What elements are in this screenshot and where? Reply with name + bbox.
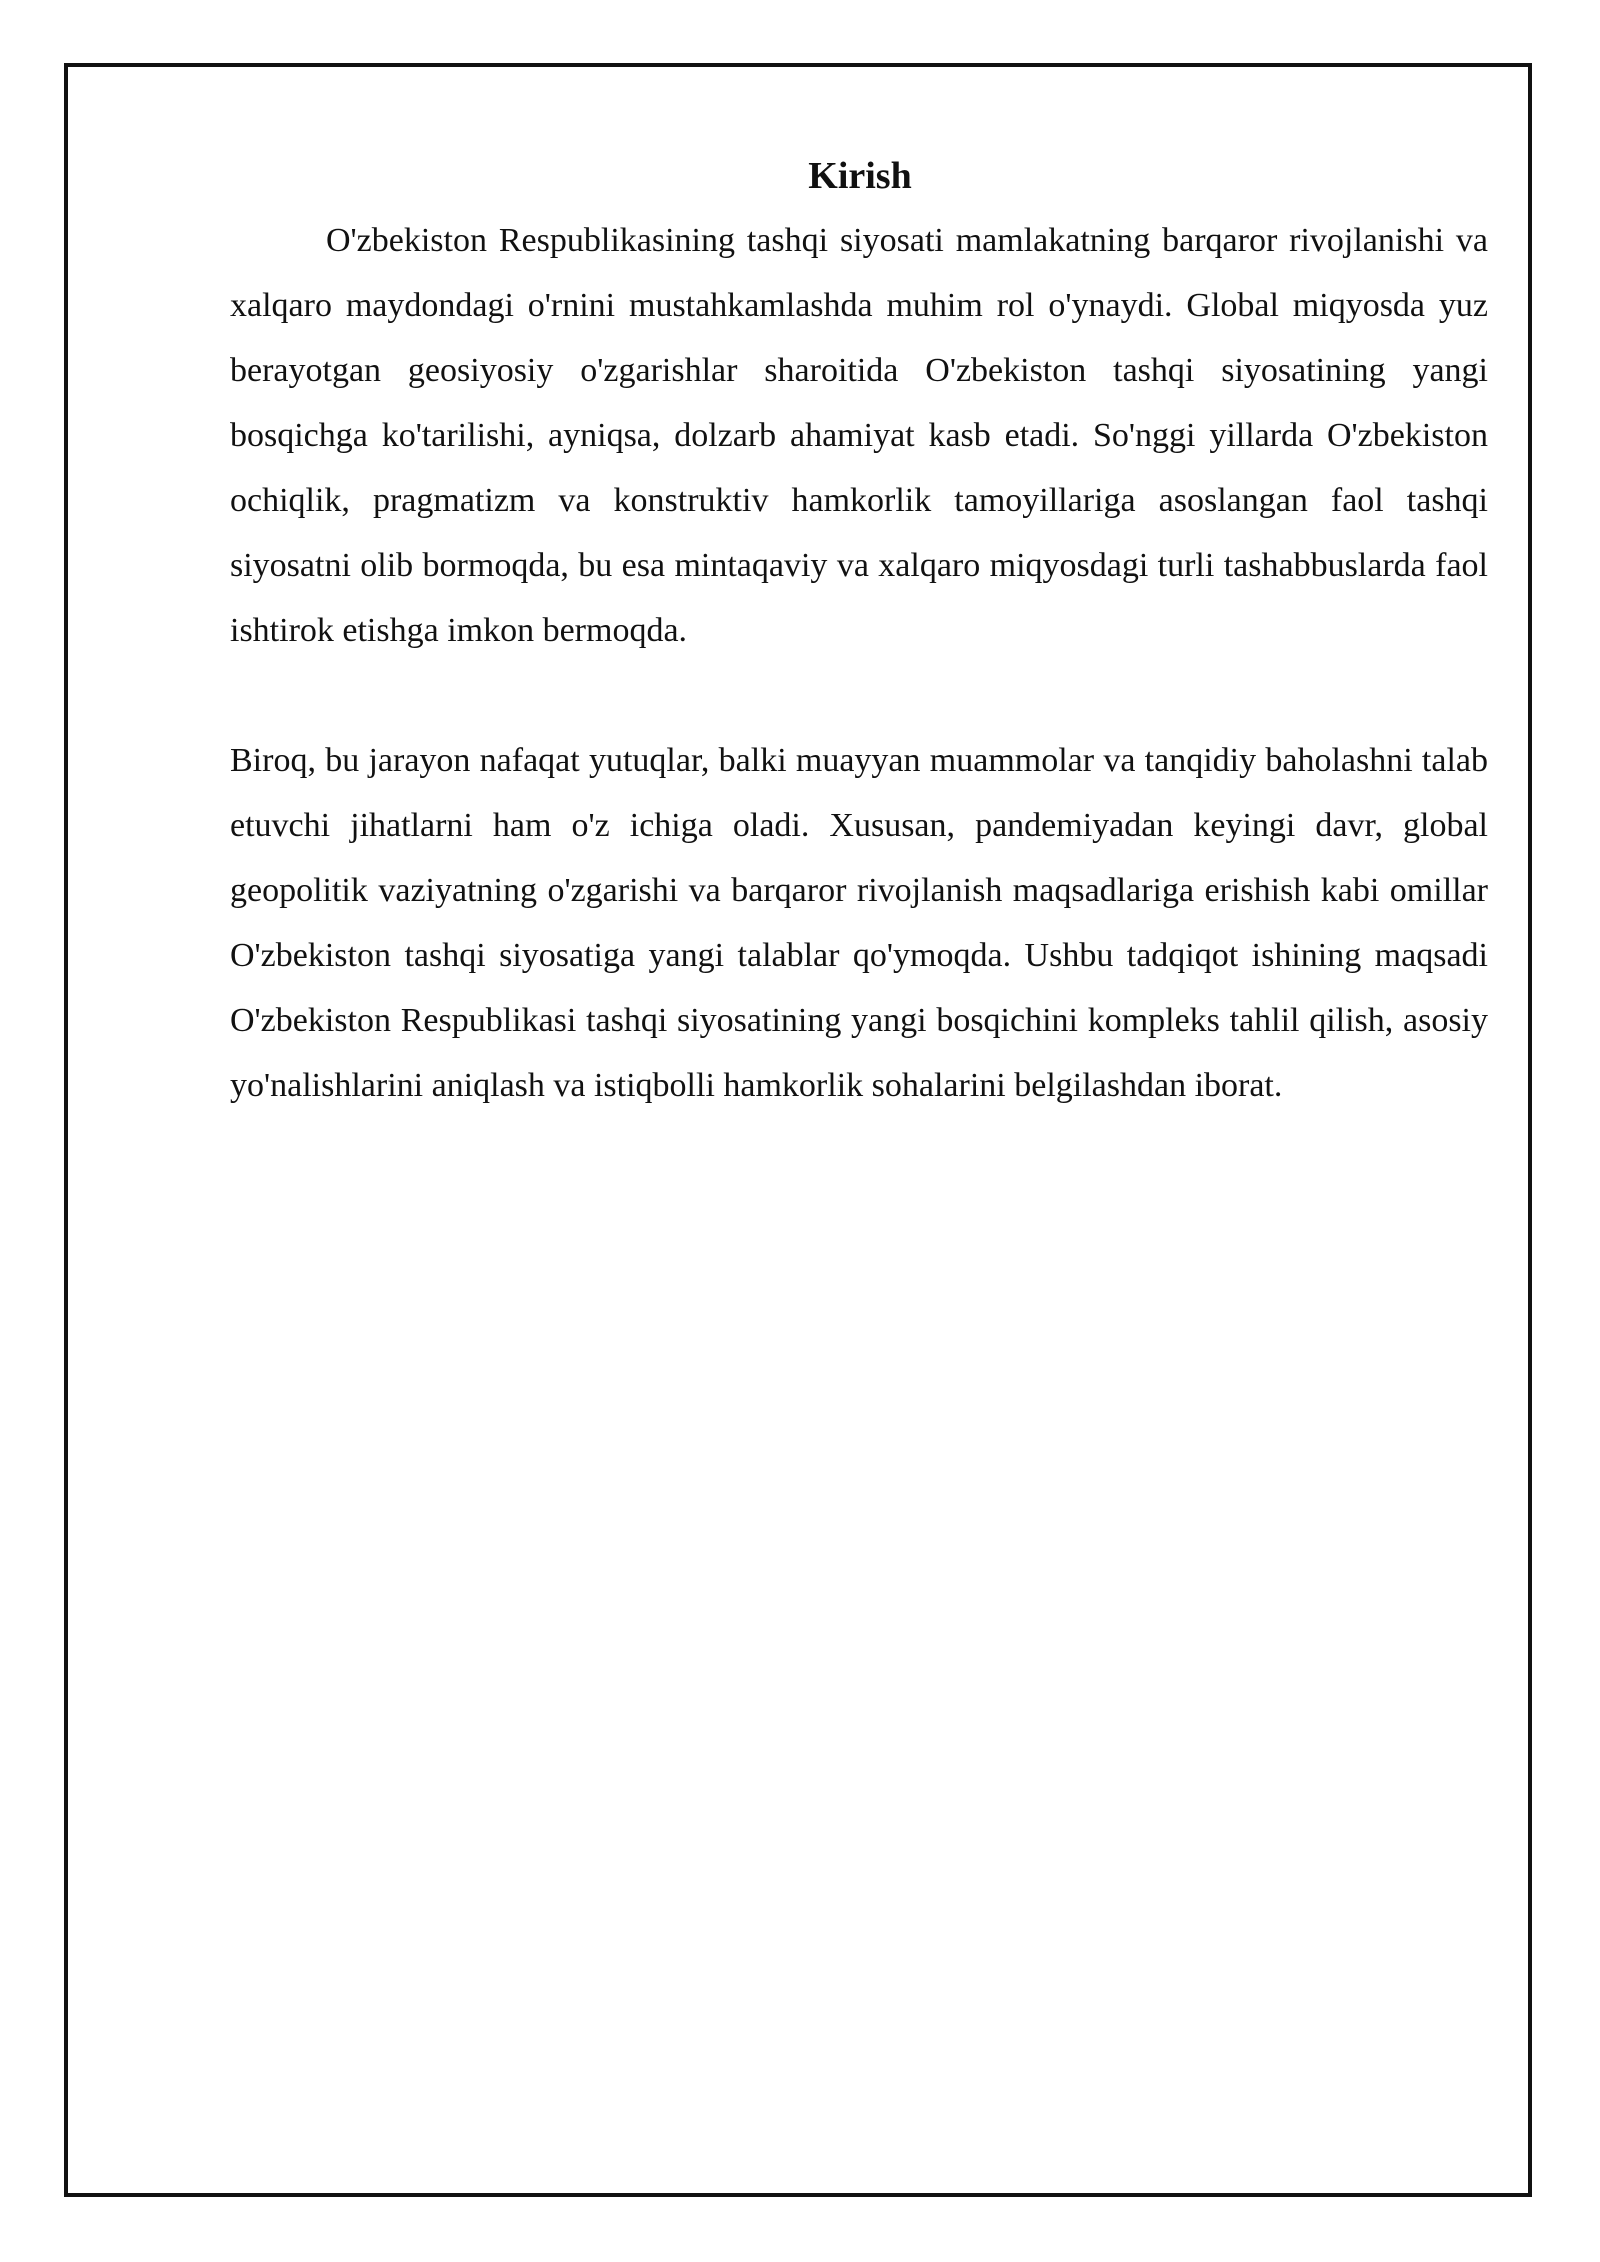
paragraph-introduction: O'zbekiston Respublikasining tashqi siyosati mamlakatning barqaror rivojlanishi va xalqaro maydondagi o'rnini mustahkamlashda muhim rol o'ynaydi. Global miqyosda yuz berayotgan geosiyosiy o'zgarishlar sharoitida O'zbekiston tashqi siyosatining yangi bosqichga ko'tarilishi, ayniqsa, dolzarb ahamiyat kasb etadi. So'nggi yillarda O'zbekiston ochiqlik, pragmatizm va konstruktiv hamkorlik tamoyillariga asoslangan faol tashqi siyosatni olib bormoqda, bu esa mintaqaviy va xalqaro miqyosdagi turli tashabbuslarda faol ishtirok etishga imkon bermoqda. [230, 222, 1488, 649]
document-body [230, 150, 1488, 1118]
section-heading: Kirish [808, 155, 912, 197]
paragraph-research-goal: Biroq, bu jarayon nafaqat yutuqlar, balki muayyan muammolar va tanqidiy baholashni talab etuvchi jihatlarni ham o'z ichiga oladi. Xususan, pandemiyadan keyingi davr, global geopolitik vaziyatning o'zgarishi va barqaror rivojlanish maqsadlariga erishish kabi omillar O'zbekiston tashqi siyosatiga yangi talablar qo'ymoqda. Ushbu tadqiqot ishining maqsadi O'zbekiston Respublikasi tashqi siyosatining yangi bosqichini kompleks tahlil qilish, asosiy yo'nalishlarini aniqlash va istiqbolli hamkorlik sohalarini belgilashdan iborat. [230, 742, 1488, 1104]
